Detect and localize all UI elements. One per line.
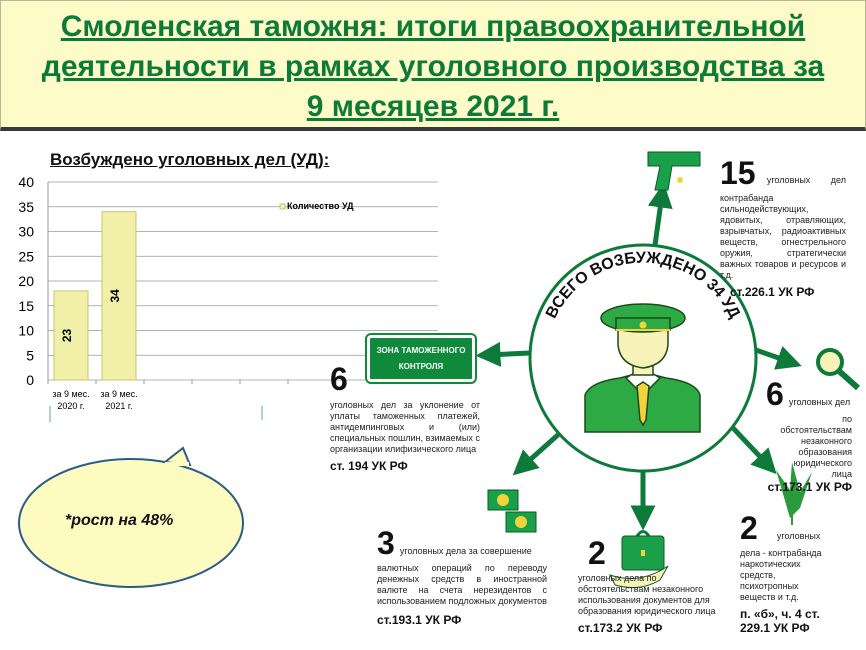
case-description: уголовных дел за уклонение от уплаты таможенных платежей, антидемпинговых и (или) специальных пошлин, взимаемых с организации илифизического лица bbox=[330, 400, 480, 454]
case-article: ст.173.2 УК РФ bbox=[578, 621, 663, 635]
case-item-documents bbox=[578, 537, 723, 635]
arrow bbox=[756, 350, 790, 362]
legend-label: Количество УД bbox=[287, 201, 354, 211]
case-description: уголовных дела по обстоятельствам незаконного использования документов для образования юридического лица bbox=[578, 573, 716, 616]
growth-note: *рост на 48% bbox=[65, 512, 174, 529]
x-tick-label: 2021 г. bbox=[105, 401, 133, 411]
case-article: ст.173.1 УК РФ bbox=[767, 480, 852, 494]
title-line: деятельности в рамках уголовного производства за bbox=[41, 50, 825, 83]
case-count: 2 bbox=[588, 535, 606, 571]
case-count: 2 bbox=[740, 510, 758, 546]
case-item-narcotics bbox=[740, 512, 830, 635]
case-description: контрабанда сильнодействующих, ядовитых, отравляющих, взрывчатых, радиоактивных веществ, огнестрельного оружия, стратегически важных товаров и ресурсов и т.д. bbox=[720, 193, 846, 280]
case-article: ст. 194 УК РФ bbox=[330, 459, 408, 473]
x-tick-label: 2020 г. bbox=[57, 401, 85, 411]
sign-text: КОНТРОЛЯ bbox=[398, 362, 444, 371]
case-count: 6 bbox=[330, 361, 348, 397]
case-lead: уголовных bbox=[776, 531, 821, 541]
total-label: ВСЕГО ВОЗБУЖДЕНО 34 УД bbox=[543, 249, 743, 322]
y-tick-label: 20 bbox=[18, 273, 34, 289]
sign-text: ЗОНА ТАМОЖЕННОГО bbox=[376, 346, 466, 355]
y-tick-label: 10 bbox=[18, 322, 34, 339]
y-tick-label: 30 bbox=[18, 223, 34, 240]
gun-icon bbox=[648, 152, 700, 190]
bar-data-label: 34 bbox=[108, 289, 123, 303]
case-article: п. «б», ч. 4 ст. bbox=[740, 607, 820, 621]
arrow bbox=[522, 433, 560, 467]
y-tick-label: 5 bbox=[26, 347, 34, 364]
case-lead: уголовных дел bbox=[788, 397, 851, 407]
arrow bbox=[655, 195, 662, 245]
case-count: 6 bbox=[766, 376, 784, 412]
case-description: дела - контрабанда наркотических средств, психотропных веществ и т.д. bbox=[740, 548, 822, 602]
case-item-customs-evasion bbox=[330, 363, 480, 473]
y-tick-label: 25 bbox=[18, 248, 34, 265]
case-description: валютных операций по переводу денежных средств в иностранной валюте на счета нерезидентов с использованием подложных документов bbox=[377, 563, 547, 606]
y-tick-label: 35 bbox=[18, 198, 34, 215]
case-item-smuggling bbox=[720, 157, 846, 299]
title-line: Смоленская таможня: итоги правоохранительной bbox=[60, 10, 806, 43]
bar-data-label: 23 bbox=[60, 328, 74, 343]
y-tick-label: 15 bbox=[18, 297, 34, 314]
case-article: ст.193.1 УК РФ bbox=[377, 613, 462, 627]
case-count: 15 bbox=[720, 155, 756, 191]
money-transfer-icon bbox=[488, 490, 536, 532]
y-tick-label: 0 bbox=[26, 372, 34, 388]
case-count: 3 bbox=[377, 525, 395, 561]
case-lead: уголовных дела за совершение bbox=[399, 546, 532, 556]
case-lead: уголовных дел bbox=[766, 175, 846, 185]
case-item-illegal-entity bbox=[750, 378, 852, 494]
x-tick-label: за 9 мес. bbox=[52, 389, 90, 399]
case-item-currency bbox=[377, 527, 547, 627]
arrow bbox=[488, 353, 530, 355]
title-line: 9 месяцев 2021 г. bbox=[306, 90, 560, 123]
case-description: по обстоятельствам незаконного образования юридического лица bbox=[780, 414, 852, 479]
case-article: ст.226.1 УК РФ bbox=[730, 285, 815, 299]
x-tick-label: за 9 мес. bbox=[100, 389, 138, 399]
y-tick-label: 40 bbox=[18, 174, 34, 190]
case-article: 229.1 УК РФ bbox=[740, 621, 810, 635]
chart-title: Возбуждено уголовных дел (УД): bbox=[50, 150, 330, 169]
